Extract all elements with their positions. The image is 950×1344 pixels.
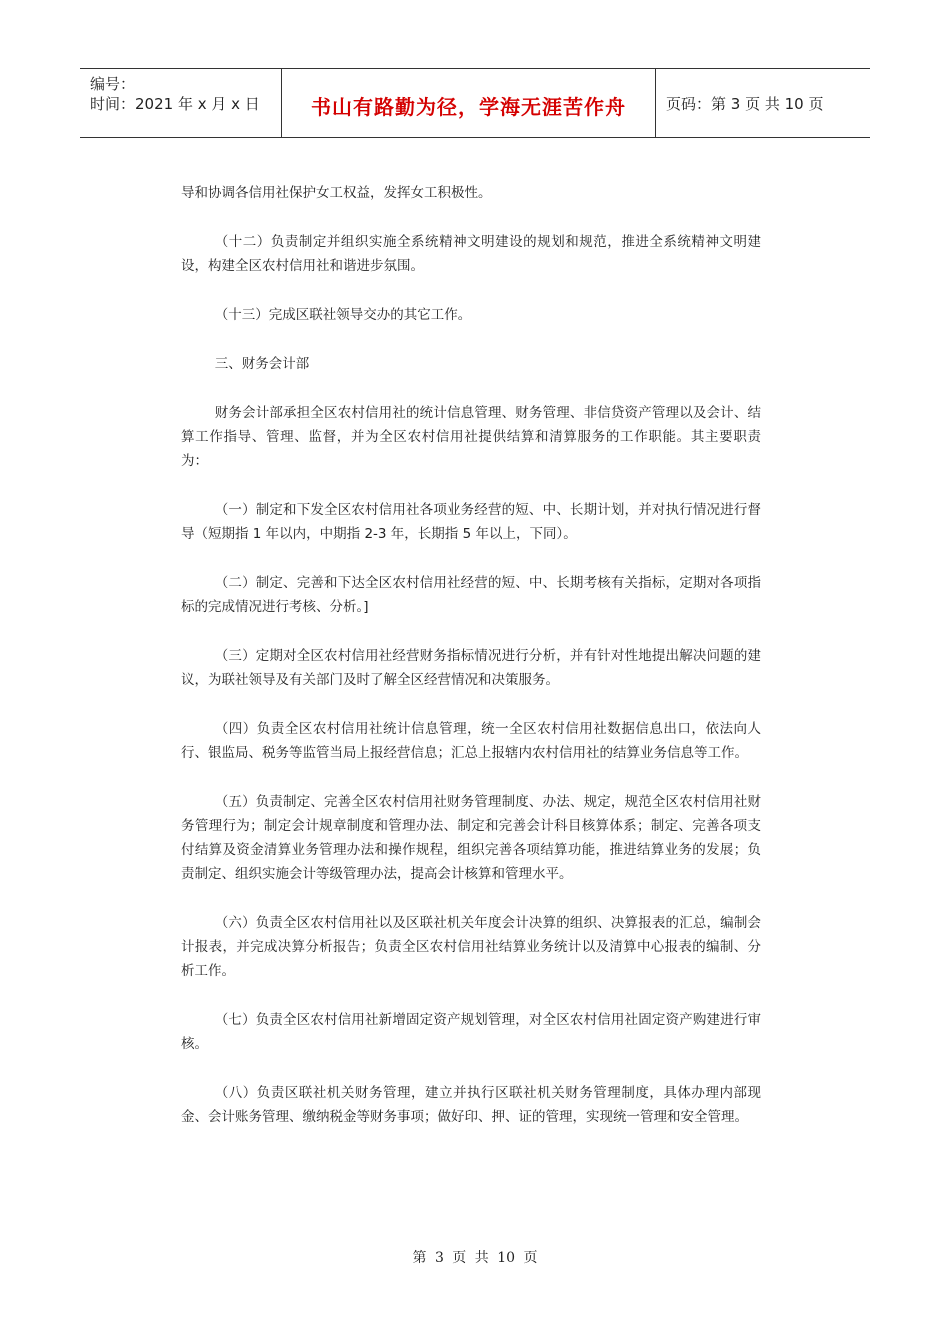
paragraph: （五）负责制定、完善全区农村信用社财务管理制度、办法、规定，规范全区农村信用社财务管理行为；制定会计规章制度和管理办法、制定和完善会计科目核算体系；制定、完善各项支付结算及资金清算业务管理办法和操作规程，组织完善各项结算功能，推进结算业务的发展；负责制定、组织实施会计等级管理办法，提高会计核算和管理水平。 xyxy=(181,794,761,882)
document-body xyxy=(181,181,761,1154)
paragraph: 导和协调各信用社保护女工权益，发挥女工积极性。 xyxy=(181,185,492,201)
section-heading: 三、财务会计部 xyxy=(214,356,310,372)
page-header xyxy=(80,68,870,138)
paragraph: （六）负责全区农村信用社以及区联社机关年度会计决算的组织、决算报表的汇总，编制会计报表，并完成决算分析报告；负责全区农村信用社结算业务统计以及清算中心报表的编制、分析工作。 xyxy=(181,915,761,979)
paragraph: （七）负责全区农村信用社新增固定资产规划管理，对全区农村信用社固定资产购建进行审核。 xyxy=(181,1012,761,1052)
document-number: 编号： xyxy=(90,75,136,93)
paragraph: 财务会计部承担全区农村信用社的统计信息管理、财务管理、非信贷资产管理以及会计、结算工作指导、管理、监督，并为全区农村信用社提供结算和清算服务的工作职能。其主要职责为： xyxy=(181,405,761,469)
page-footer: 第 3 页 共 10 页 xyxy=(412,1250,538,1266)
paragraph: （十三）完成区联社领导交办的其它工作。 xyxy=(214,307,472,323)
paragraph: （四）负责全区农村信用社统计信息管理，统一全区农村信用社数据信息出口，依法向人行、银监局、税务等监管当局上报经营信息；汇总上报辖内农村信用社的结算业务信息等工作。 xyxy=(181,721,761,761)
paragraph: （八）负责区联社机关财务管理，建立并执行区联社机关财务管理制度，具体办理内部现金、会计账务管理、缴纳税金等财务事项；做好印、押、证的管理，实现统一管理和安全管理。 xyxy=(181,1085,761,1125)
header-info-cell xyxy=(80,69,282,137)
header-page-cell xyxy=(656,69,870,137)
paragraph: （二）制定、完善和下达全区农村信用社经营的短、中、长期考核有关指标，定期对各项指标的完成情况进行考核、分析。] xyxy=(181,575,761,615)
paragraph: （十二）负责制定并组织实施全系统精神文明建设的规划和规范，推进全系统精神文明建设，构建全区农村信用社和谐进步氛围。 xyxy=(181,234,761,274)
paragraph: （一）制定和下发全区农村信用社各项业务经营的短、中、长期计划，并对执行情况进行督导（短期指 1 年以内，中期指 2-3 年，长期指 5 年以上，下同）。 xyxy=(181,502,761,542)
document-time: 时间：2021 年 x 月 x 日 xyxy=(90,95,260,113)
motto: 书山有路勤为径，学海无涯苦作舟 xyxy=(311,95,626,119)
page-number-header: 页码：第 3 页 共 10 页 xyxy=(666,95,824,113)
paragraph: （三）定期对全区农村信用社经营财务指标情况进行分析，并有针对性地提出解决问题的建议，为联社领导及有关部门及时了解全区经营情况和决策服务。 xyxy=(181,648,761,688)
header-motto-cell xyxy=(282,69,656,137)
